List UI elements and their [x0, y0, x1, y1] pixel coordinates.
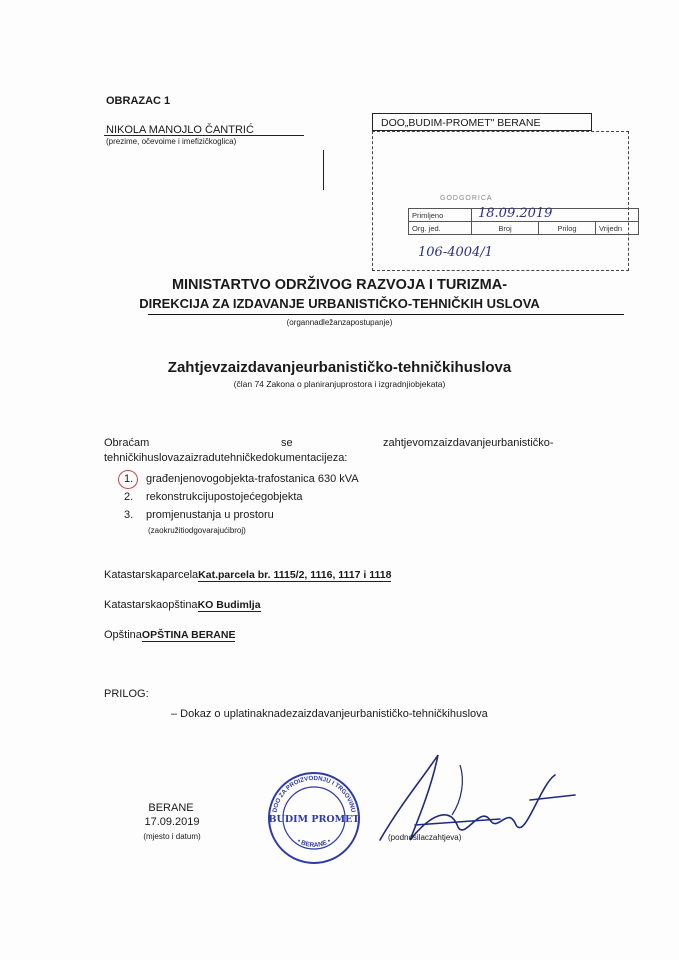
option-number-1: 1.	[124, 473, 134, 485]
options-caption: (zaokružitiodgovarajućibroj)	[148, 526, 246, 535]
intro-word-3: zahtjevomzaizdavanjeurbanističko-	[383, 437, 554, 449]
attachment-heading: PRILOG:	[104, 688, 149, 700]
intro-line-2: tehničkihuslovazaizradutehničkedokumentacijeza:	[104, 452, 348, 464]
organ-caption: (organnadležanzapostupanje)	[286, 318, 393, 327]
directorate-heading: DIREKCIJA ZA IZDAVANJE URBANISTIČKO-TEHNIČKIH USLOVA	[139, 296, 540, 311]
divider-line	[323, 150, 324, 190]
seal-center-text: BUDIM PROMET	[268, 814, 360, 825]
received-label: Primljeno	[409, 209, 472, 222]
registration-stamp-frame	[372, 131, 629, 271]
applicant-name: NIKOLA MANOJLO ČANTRIĆ	[106, 124, 254, 136]
stamp-ghost-text: GODGORICA	[440, 195, 493, 202]
attachment-label: Prilog	[539, 222, 596, 235]
intro-word-2: se	[281, 437, 293, 449]
seal-ring-text: DOO ZA PROIZVODNJU I TRGOVINU	[271, 774, 357, 813]
parcel-value: Kat.parcela br. 1115/2, 1116, 1117 i 1118	[198, 569, 392, 581]
signature-caption: (podnosilaczahtjeva)	[388, 833, 462, 842]
municipality-value: OPŠTINA BERANE	[141, 629, 236, 641]
article-reference: (član 74 Zakona o planiranjuprostora i izgradnjiobjekata)	[233, 379, 446, 389]
option-label-3: promjenustanja u prostoru	[146, 509, 274, 521]
number-label: Broj	[472, 222, 539, 235]
form-title: OBRAZAC 1	[106, 95, 171, 107]
parcel-label: Katastarskaparcela	[104, 569, 199, 581]
cadastral-municipality-value: KO Budimlja	[197, 599, 261, 611]
seal-city-text: • BERANE •	[296, 837, 332, 849]
applicant-underline	[104, 135, 304, 136]
municipality-label: Opština	[104, 629, 142, 641]
place: BERANE	[148, 802, 194, 814]
ministry-heading: MINISTARTVO ODRŽIVOG RAZVOJA I TURIZMA-	[171, 277, 508, 293]
org-unit-label: Org. jed.	[409, 222, 472, 235]
registration-number: 106-4004/1	[418, 245, 493, 260]
received-date: 18.09.2019	[478, 206, 553, 221]
place-date-caption: (mjesto i datum)	[143, 832, 201, 841]
parcel-row	[104, 569, 391, 581]
option-label-1: građenjenovogobjekta-trafostanica 630 kVA	[146, 473, 359, 485]
cadastral-municipality-label: Katastarskaopština	[104, 599, 198, 611]
request-title: Zahtjevzaizdavanjeurbanističko-tehničkihuslova	[167, 359, 512, 376]
option-number-3: 3.	[124, 509, 134, 521]
cadastral-municipality-row	[104, 599, 261, 611]
municipality-row	[104, 629, 235, 641]
svg-text:• BERANE •	[296, 837, 333, 849]
option-number-2: 2.	[124, 491, 134, 503]
option-label-2: rekonstrukcijupostojećegobjekta	[146, 491, 303, 503]
attachment-item: – Dokaz o uplatinaknadezaizdavanjeurbanističko-tehničkihuslova	[171, 708, 488, 720]
directorate-underline	[148, 314, 624, 315]
intro-word-1: Obraćam	[104, 437, 150, 449]
applicant-caption: (prezime, očevoime i imefizičkoglica)	[106, 137, 237, 146]
company-box: DOO„BUDIM-PROMET" BERANE	[372, 113, 592, 131]
value-label: Vrijedn	[596, 222, 639, 235]
date: 17.09.2019	[144, 816, 200, 828]
